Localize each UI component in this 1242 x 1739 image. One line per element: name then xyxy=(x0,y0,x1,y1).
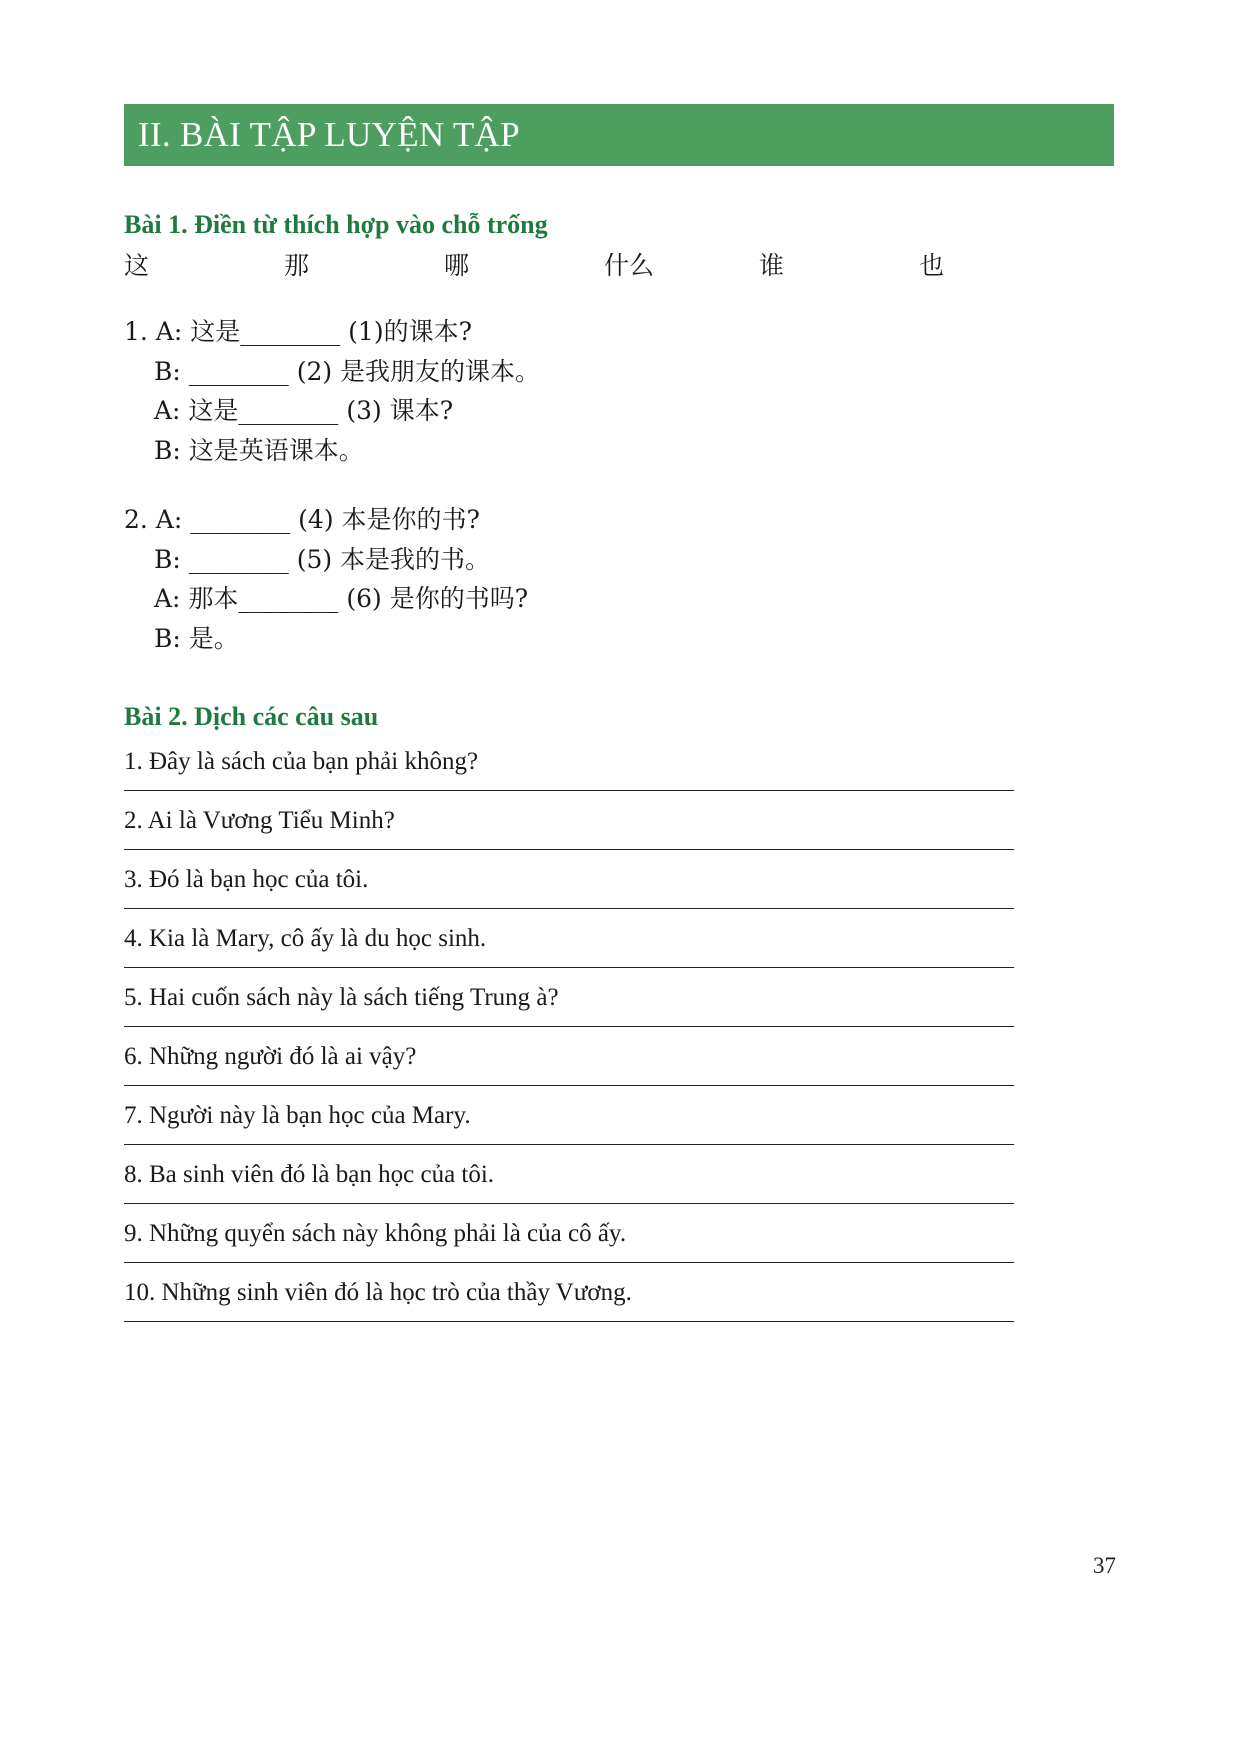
dialogue-line: B: ________ (5) 本是我的书。 xyxy=(154,544,491,574)
translation-item-1 xyxy=(124,748,1114,791)
translation-sentence: 4. Kia là Mary, cô ấy là du học sinh. xyxy=(124,925,487,952)
translation-sentence: 7. Người này là bạn học của Mary. xyxy=(124,1102,471,1129)
translation-item-4 xyxy=(124,925,1114,968)
answer-line[interactable] xyxy=(124,1026,1014,1027)
answer-line[interactable] xyxy=(124,967,1014,968)
word-bank-item: 哪 xyxy=(444,251,470,280)
translation-item-9 xyxy=(124,1220,1114,1263)
dialogue-line: 1. A: 这是________ (1)的课本? xyxy=(124,317,472,346)
answer-line[interactable] xyxy=(124,1203,1014,1204)
translation-item-2 xyxy=(124,807,1114,850)
dialogue-line: A: 那本________ (6) 是你的书吗? xyxy=(154,584,529,613)
translation-sentence: 2. Ai là Vương Tiểu Minh? xyxy=(124,807,395,834)
word-bank-item: 那 xyxy=(284,251,310,280)
dialogue-line: B: 这是英语课本。 xyxy=(154,435,364,465)
word-bank-item: 谁 xyxy=(759,251,785,280)
answer-line[interactable] xyxy=(124,849,1014,850)
dialogue-group-2 xyxy=(124,500,1114,658)
translation-sentence: 8. Ba sinh viên đó là bạn học của tôi. xyxy=(124,1161,495,1188)
translation-sentence: 1. Đây là sách của bạn phải không? xyxy=(124,748,479,775)
translation-sentence: 9. Những quyển sách này không phải là của cô ấy. xyxy=(124,1220,627,1247)
answer-line[interactable] xyxy=(124,790,1014,791)
dialogue-line: B: ________ (2) 是我朋友的课本。 xyxy=(154,356,541,386)
translation-item-6 xyxy=(124,1043,1114,1086)
translation-item-10 xyxy=(124,1279,1114,1322)
translation-item-3 xyxy=(124,866,1114,909)
dialogue-line: B: 是。 xyxy=(154,623,239,653)
translation-item-8 xyxy=(124,1161,1114,1204)
answer-line[interactable] xyxy=(124,1321,1014,1322)
page-number: 37 xyxy=(1093,1553,1116,1578)
dialogue-line: A: 这是________ (3) 课本? xyxy=(154,396,454,425)
exercise-1-heading: Bài 1. Điền từ thích hợp vào chỗ trống xyxy=(124,210,548,239)
translation-sentence: 3. Đó là bạn học của tôi. xyxy=(124,866,369,893)
page-content xyxy=(124,104,1114,1322)
translation-sentence: 5. Hai cuốn sách này là sách tiếng Trung à? xyxy=(124,984,559,1011)
word-bank-item: 这 xyxy=(124,251,150,280)
translation-item-5 xyxy=(124,984,1114,1027)
exercise-2-heading: Bài 2. Dịch các câu sau xyxy=(124,702,379,731)
translation-sentence: 10. Những sinh viên đó là học trò của thầy Vương. xyxy=(124,1279,632,1306)
answer-line[interactable] xyxy=(124,1262,1014,1263)
section-title: II. BÀI TẬP LUYỆN TẬP xyxy=(138,115,520,154)
word-bank-item: 也 xyxy=(919,251,945,280)
answer-line[interactable] xyxy=(124,908,1014,909)
translation-sentence: 6. Những người đó là ai vậy? xyxy=(124,1043,417,1070)
word-bank-item: 什么 xyxy=(604,251,655,280)
answer-line[interactable] xyxy=(124,1144,1014,1145)
translation-item-7 xyxy=(124,1102,1114,1145)
exercise-1-word-bank xyxy=(124,246,1024,282)
section-header-bar xyxy=(124,104,1114,166)
dialogue-group-1 xyxy=(124,312,1114,470)
dialogue-line: 2. A: ________ (4) 本是你的书? xyxy=(124,505,480,534)
answer-line[interactable] xyxy=(124,1085,1014,1086)
